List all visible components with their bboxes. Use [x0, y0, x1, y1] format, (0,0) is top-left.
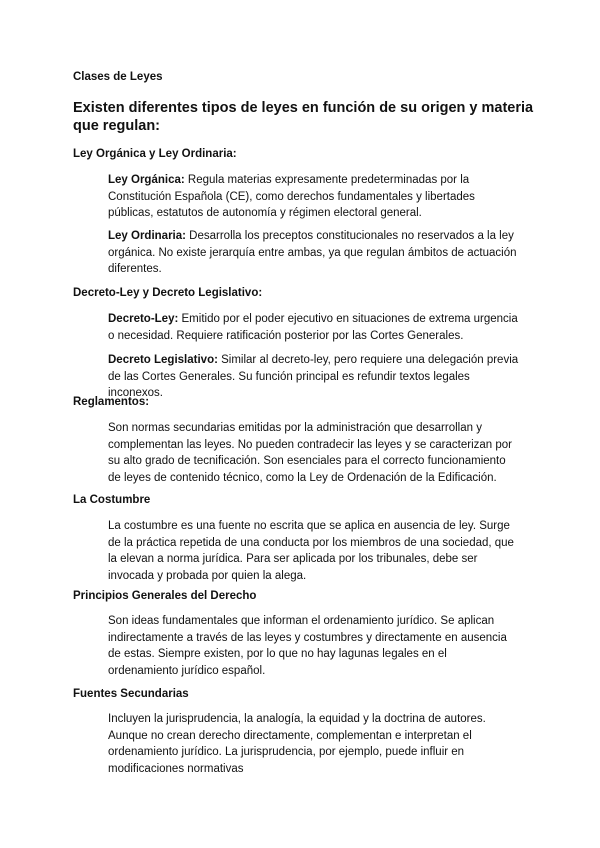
- definition-decreto-ley: Emitido por el poder ejecutivo en situaciones de extrema urgencia o necesidad. Requiere ratificación posterior por las Cortes Generales.: [108, 313, 518, 342]
- section-heading-principios: Principios Generales del Derecho: [73, 590, 257, 602]
- document-subtitle: Existen diferentes tipos de leyes en función de su origen y materia que regulan:: [73, 100, 534, 134]
- term-ley-organica: Ley Orgánica:: [108, 174, 185, 186]
- section-heading-reglamentos: Reglamentos:: [73, 396, 150, 408]
- section-heading-decreto: Decreto-Ley y Decreto Legislativo:: [73, 287, 263, 299]
- document-title: Clases de Leyes: [73, 71, 163, 83]
- definition-ley-ordinaria: Desarrolla los preceptos constitucionales no reservados a la ley orgánica. No existe jerarquía entre ambas, ya que regulan ámbitos de actuación diferentes.: [108, 230, 517, 275]
- term-decreto-ley: Decreto-Ley:: [108, 313, 179, 325]
- section-heading-costumbre: La Costumbre: [73, 494, 151, 506]
- definition-ley-organica: Regula materias expresamente predeterminadas por la Constitución Española (CE), como derechos fundamentales y libertades públicas, estatutos de autonomía y régimen electoral general.: [108, 174, 475, 219]
- paragraph-ley-organica: [108, 172, 520, 222]
- term-decreto-legislativo: Decreto Legislativo:: [108, 354, 218, 366]
- paragraph-reglamentos: Son normas secundarias emitidas por la administración que desarrollan y complementan las leyes. No pueden contradecir las leyes y se caracterizan por su alto grado de tecnificación. Son esenciales para el correcto funcionamiento de leyes de contenido técnico, como la Ley de Ordenación de la Edificación.: [108, 422, 512, 484]
- paragraph-decreto-ley: [108, 311, 520, 344]
- section-heading-fuentes-secundarias: Fuentes Secundarias: [73, 688, 189, 700]
- paragraph-principios: Son ideas fundamentales que informan el ordenamiento jurídico. Se aplican indirectamente a través de las leyes y costumbres y directamente en ausencia de estas. Siempre existen, por lo que no hay lagunas legales en el ordenamiento jurídico español.: [108, 615, 507, 677]
- paragraph-fuentes-secundarias: Incluyen la jurisprudencia, la analogía, la equidad y la doctrina de autores. Aunque no crean derecho directamente, complementan e interpretan el ordenamiento jurídico. La jurisprudencia, por ejemplo, puede influir en modificaciones normativas: [108, 713, 486, 775]
- definition-decreto-legislativo: Similar al decreto-ley, pero requiere una delegación previa de las Cortes Generales. Su función principal es refundir textos legales inconexos.: [108, 354, 519, 399]
- paragraph-ley-ordinaria: [108, 228, 520, 278]
- paragraph-decreto-legislativo: [108, 352, 520, 402]
- section-heading-ley-organica-ordinaria: Ley Orgánica y Ley Ordinaria:: [73, 148, 237, 160]
- term-ley-ordinaria: Ley Ordinaria:: [108, 230, 186, 242]
- paragraph-costumbre: La costumbre es una fuente no escrita que se aplica en ausencia de ley. Surge de la práctica repetida de una conducta por los miembros de una sociedad, que la elevan a norma jurídica. Para ser aplicada por los tribunales, debe ser invocada y probada por quien la alega.: [108, 520, 514, 582]
